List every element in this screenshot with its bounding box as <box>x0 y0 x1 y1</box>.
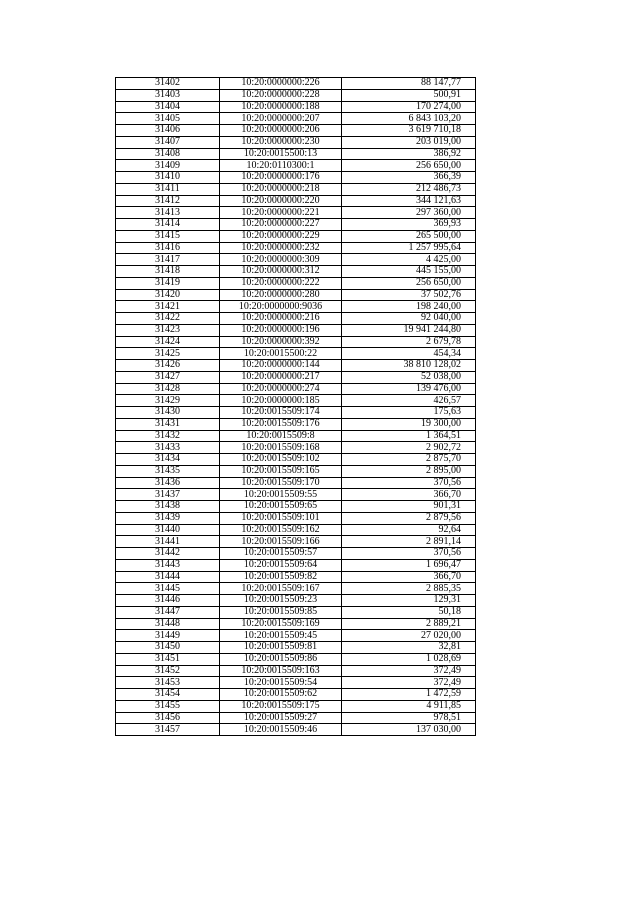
table-row <box>116 559 476 571</box>
value-cell: 2 879,56 <box>342 512 476 524</box>
table-row <box>116 583 476 595</box>
table-row <box>116 700 476 712</box>
table-row <box>116 195 476 207</box>
value-cell: 901,31 <box>342 501 476 513</box>
table-row <box>116 477 476 489</box>
value-cell: 2 902,72 <box>342 442 476 454</box>
table-row <box>116 383 476 395</box>
cadastral-number-cell: 10:20:0015509:85 <box>220 606 342 618</box>
table-row <box>116 595 476 607</box>
cadastral-number-cell: 10:20:0000000:216 <box>220 313 342 325</box>
cadastral-number-cell: 10:20:0015509:65 <box>220 501 342 513</box>
value-cell: 2 889,21 <box>342 618 476 630</box>
record-number-cell: 31450 <box>116 642 220 654</box>
value-cell: 27 020,00 <box>342 630 476 642</box>
cadastral-number-cell: 10:20:0000000:228 <box>220 89 342 101</box>
record-number-cell: 31446 <box>116 595 220 607</box>
table-row <box>116 665 476 677</box>
record-number-cell: 31408 <box>116 148 220 160</box>
table-row <box>116 430 476 442</box>
cadastral-number-cell: 10:20:0015509:166 <box>220 536 342 548</box>
cadastral-number-cell: 10:20:0000000:176 <box>220 172 342 184</box>
record-number-cell: 31418 <box>116 266 220 278</box>
table-row <box>116 536 476 548</box>
record-number-cell: 31439 <box>116 512 220 524</box>
record-number-cell: 31409 <box>116 160 220 172</box>
value-cell: 297 360,00 <box>342 207 476 219</box>
record-number-cell: 31435 <box>116 465 220 477</box>
table-row <box>116 606 476 618</box>
value-cell: 366,39 <box>342 172 476 184</box>
record-number-cell: 31443 <box>116 559 220 571</box>
value-cell: 88 147,77 <box>342 78 476 90</box>
record-number-cell: 31424 <box>116 336 220 348</box>
value-cell: 4 425,00 <box>342 254 476 266</box>
cadastral-number-cell: 10:20:0015509:62 <box>220 689 342 701</box>
cadastral-number-cell: 10:20:0000000:280 <box>220 289 342 301</box>
value-cell: 2 679,78 <box>342 336 476 348</box>
value-cell: 372,49 <box>342 665 476 677</box>
record-number-cell: 31437 <box>116 489 220 501</box>
cadastral-number-cell: 10:20:0000000:196 <box>220 324 342 336</box>
cadastral-number-cell: 10:20:0000000:220 <box>220 195 342 207</box>
table-row <box>116 371 476 383</box>
cadastral-number-cell: 10:20:0015509:169 <box>220 618 342 630</box>
value-cell: 6 843 103,20 <box>342 113 476 125</box>
table-row <box>116 254 476 266</box>
value-cell: 198 240,00 <box>342 301 476 313</box>
record-number-cell: 31434 <box>116 454 220 466</box>
value-cell: 366,70 <box>342 571 476 583</box>
table-row <box>116 78 476 90</box>
table-row <box>116 653 476 665</box>
value-cell: 32,81 <box>342 642 476 654</box>
record-number-cell: 31421 <box>116 301 220 313</box>
cadastral-number-cell: 10:20:0000000:144 <box>220 360 342 372</box>
table-row <box>116 630 476 642</box>
cadastral-number-cell: 10:20:0000000:185 <box>220 395 342 407</box>
cadastral-number-cell: 10:20:0000000:309 <box>220 254 342 266</box>
cadastral-number-cell: 10:20:0015509:27 <box>220 712 342 724</box>
cadastral-number-cell: 10:20:0015509:54 <box>220 677 342 689</box>
cadastral-number-cell: 10:20:0015509:86 <box>220 653 342 665</box>
table-row <box>116 724 476 736</box>
cadastral-number-cell: 10:20:0015509:23 <box>220 595 342 607</box>
record-number-cell: 31431 <box>116 418 220 430</box>
record-number-cell: 31453 <box>116 677 220 689</box>
record-number-cell: 31412 <box>116 195 220 207</box>
record-number-cell: 31441 <box>116 536 220 548</box>
value-cell: 203 019,00 <box>342 136 476 148</box>
records-table <box>115 77 476 736</box>
table-row <box>116 207 476 219</box>
record-number-cell: 31420 <box>116 289 220 301</box>
value-cell: 426,57 <box>342 395 476 407</box>
value-cell: 370,56 <box>342 548 476 560</box>
table-row <box>116 136 476 148</box>
value-cell: 256 650,00 <box>342 160 476 172</box>
value-cell: 170 274,00 <box>342 101 476 113</box>
table-row <box>116 489 476 501</box>
table-row <box>116 336 476 348</box>
record-number-cell: 31449 <box>116 630 220 642</box>
cadastral-number-cell: 10:20:0015509:55 <box>220 489 342 501</box>
table-row <box>116 524 476 536</box>
record-number-cell: 31410 <box>116 172 220 184</box>
cadastral-number-cell: 10:20:0015509:45 <box>220 630 342 642</box>
record-number-cell: 31444 <box>116 571 220 583</box>
record-number-cell: 31406 <box>116 125 220 137</box>
record-number-cell: 31428 <box>116 383 220 395</box>
table-row <box>116 289 476 301</box>
value-cell: 52 038,00 <box>342 371 476 383</box>
cadastral-number-cell: 10:20:0015509:167 <box>220 583 342 595</box>
cadastral-number-cell: 10:20:0015509:82 <box>220 571 342 583</box>
value-cell: 2 895,00 <box>342 465 476 477</box>
cadastral-number-cell: 10:20:0000000:226 <box>220 78 342 90</box>
record-number-cell: 31457 <box>116 724 220 736</box>
value-cell: 38 810 128,02 <box>342 360 476 372</box>
value-cell: 212 486,73 <box>342 183 476 195</box>
table-row <box>116 125 476 137</box>
cadastral-number-cell: 10:20:0015509:175 <box>220 700 342 712</box>
table-row <box>116 266 476 278</box>
record-number-cell: 31426 <box>116 360 220 372</box>
value-cell: 19 941 244,80 <box>342 324 476 336</box>
record-number-cell: 31414 <box>116 219 220 231</box>
record-number-cell: 31422 <box>116 313 220 325</box>
table-row <box>116 571 476 583</box>
cadastral-number-cell: 10:20:0000000:392 <box>220 336 342 348</box>
record-number-cell: 31402 <box>116 78 220 90</box>
record-number-cell: 31440 <box>116 524 220 536</box>
table-row <box>116 148 476 160</box>
record-number-cell: 31425 <box>116 348 220 360</box>
table-row <box>116 689 476 701</box>
table-row <box>116 501 476 513</box>
table-row <box>116 160 476 172</box>
table-row <box>116 301 476 313</box>
record-number-cell: 31413 <box>116 207 220 219</box>
table-row <box>116 172 476 184</box>
value-cell: 1 472,59 <box>342 689 476 701</box>
value-cell: 3 619 710,18 <box>342 125 476 137</box>
table-row <box>116 242 476 254</box>
table-row <box>116 454 476 466</box>
value-cell: 445 155,00 <box>342 266 476 278</box>
table-row <box>116 407 476 419</box>
record-number-cell: 31456 <box>116 712 220 724</box>
table-row <box>116 101 476 113</box>
cadastral-number-cell: 10:20:0110300:1 <box>220 160 342 172</box>
cadastral-number-cell: 10:20:0015509:64 <box>220 559 342 571</box>
record-number-cell: 31447 <box>116 606 220 618</box>
records-table-body <box>116 78 476 736</box>
cadastral-number-cell: 10:20:0000000:274 <box>220 383 342 395</box>
record-number-cell: 31415 <box>116 230 220 242</box>
value-cell: 500,91 <box>342 89 476 101</box>
record-number-cell: 31454 <box>116 689 220 701</box>
cadastral-number-cell: 10:20:0015509:102 <box>220 454 342 466</box>
value-cell: 129,31 <box>342 595 476 607</box>
value-cell: 344 121,63 <box>342 195 476 207</box>
value-cell: 386,92 <box>342 148 476 160</box>
value-cell: 175,63 <box>342 407 476 419</box>
cadastral-number-cell: 10:20:0000000:227 <box>220 219 342 231</box>
record-number-cell: 31429 <box>116 395 220 407</box>
value-cell: 366,70 <box>342 489 476 501</box>
cadastral-number-cell: 10:20:0015509:176 <box>220 418 342 430</box>
cadastral-number-cell: 10:20:0015509:57 <box>220 548 342 560</box>
record-number-cell: 31433 <box>116 442 220 454</box>
cadastral-number-cell: 10:20:0015509:162 <box>220 524 342 536</box>
table-row <box>116 548 476 560</box>
record-number-cell: 31407 <box>116 136 220 148</box>
table-row <box>116 324 476 336</box>
record-number-cell: 31416 <box>116 242 220 254</box>
table-row <box>116 465 476 477</box>
record-number-cell: 31419 <box>116 277 220 289</box>
record-number-cell: 31427 <box>116 371 220 383</box>
table-row <box>116 360 476 372</box>
table-row <box>116 642 476 654</box>
value-cell: 369,93 <box>342 219 476 231</box>
cadastral-number-cell: 10:20:0015509:170 <box>220 477 342 489</box>
value-cell: 19 300,00 <box>342 418 476 430</box>
record-number-cell: 31445 <box>116 583 220 595</box>
cadastral-number-cell: 10:20:0015500:13 <box>220 148 342 160</box>
table-row <box>116 230 476 242</box>
value-cell: 454,34 <box>342 348 476 360</box>
cadastral-number-cell: 10:20:0000000:218 <box>220 183 342 195</box>
record-number-cell: 31452 <box>116 665 220 677</box>
value-cell: 265 500,00 <box>342 230 476 242</box>
value-cell: 256 650,00 <box>342 277 476 289</box>
cadastral-number-cell: 10:20:0015509:81 <box>220 642 342 654</box>
table-row <box>116 113 476 125</box>
record-number-cell: 31430 <box>116 407 220 419</box>
value-cell: 92 040,00 <box>342 313 476 325</box>
value-cell: 50,18 <box>342 606 476 618</box>
cadastral-number-cell: 10:20:0015509:174 <box>220 407 342 419</box>
value-cell: 978,51 <box>342 712 476 724</box>
value-cell: 1 028,69 <box>342 653 476 665</box>
table-row <box>116 677 476 689</box>
cadastral-number-cell: 10:20:0015509:8 <box>220 430 342 442</box>
cadastral-number-cell: 10:20:0015509:163 <box>220 665 342 677</box>
cadastral-number-cell: 10:20:0015509:101 <box>220 512 342 524</box>
value-cell: 2 891,14 <box>342 536 476 548</box>
cadastral-number-cell: 10:20:0000000:221 <box>220 207 342 219</box>
table-row <box>116 618 476 630</box>
record-number-cell: 31432 <box>116 430 220 442</box>
record-number-cell: 31411 <box>116 183 220 195</box>
record-number-cell: 31438 <box>116 501 220 513</box>
record-number-cell: 31423 <box>116 324 220 336</box>
cadastral-number-cell: 10:20:0000000:229 <box>220 230 342 242</box>
cadastral-number-cell: 10:20:0000000:206 <box>220 125 342 137</box>
table-row <box>116 183 476 195</box>
cadastral-number-cell: 10:20:0000000:207 <box>220 113 342 125</box>
value-cell: 1 257 995,64 <box>342 242 476 254</box>
cadastral-number-cell: 10:20:0000000:230 <box>220 136 342 148</box>
cadastral-number-cell: 10:20:0000000:232 <box>220 242 342 254</box>
table-row <box>116 512 476 524</box>
table-row <box>116 395 476 407</box>
value-cell: 4 911,85 <box>342 700 476 712</box>
value-cell: 92,64 <box>342 524 476 536</box>
cadastral-number-cell: 10:20:0015500:22 <box>220 348 342 360</box>
record-number-cell: 31417 <box>116 254 220 266</box>
value-cell: 2 885,35 <box>342 583 476 595</box>
record-number-cell: 31405 <box>116 113 220 125</box>
value-cell: 139 476,00 <box>342 383 476 395</box>
record-number-cell: 31436 <box>116 477 220 489</box>
table-row <box>116 89 476 101</box>
record-number-cell: 31451 <box>116 653 220 665</box>
table-row <box>116 219 476 231</box>
value-cell: 2 875,70 <box>342 454 476 466</box>
record-number-cell: 31404 <box>116 101 220 113</box>
record-number-cell: 31403 <box>116 89 220 101</box>
record-number-cell: 31455 <box>116 700 220 712</box>
table-row <box>116 313 476 325</box>
table-row <box>116 348 476 360</box>
value-cell: 370,56 <box>342 477 476 489</box>
record-number-cell: 31448 <box>116 618 220 630</box>
table-row <box>116 418 476 430</box>
cadastral-number-cell: 10:20:0015509:168 <box>220 442 342 454</box>
value-cell: 372,49 <box>342 677 476 689</box>
record-number-cell: 31442 <box>116 548 220 560</box>
value-cell: 1 696,47 <box>342 559 476 571</box>
cadastral-number-cell: 10:20:0000000:9036 <box>220 301 342 313</box>
cadastral-number-cell: 10:20:0000000:188 <box>220 101 342 113</box>
value-cell: 1 364,51 <box>342 430 476 442</box>
table-row <box>116 442 476 454</box>
value-cell: 37 502,76 <box>342 289 476 301</box>
cadastral-number-cell: 10:20:0000000:217 <box>220 371 342 383</box>
table-row <box>116 712 476 724</box>
value-cell: 137 030,00 <box>342 724 476 736</box>
cadastral-number-cell: 10:20:0015509:46 <box>220 724 342 736</box>
cadastral-number-cell: 10:20:0015509:165 <box>220 465 342 477</box>
cadastral-number-cell: 10:20:0000000:312 <box>220 266 342 278</box>
table-row <box>116 277 476 289</box>
cadastral-number-cell: 10:20:0000000:222 <box>220 277 342 289</box>
